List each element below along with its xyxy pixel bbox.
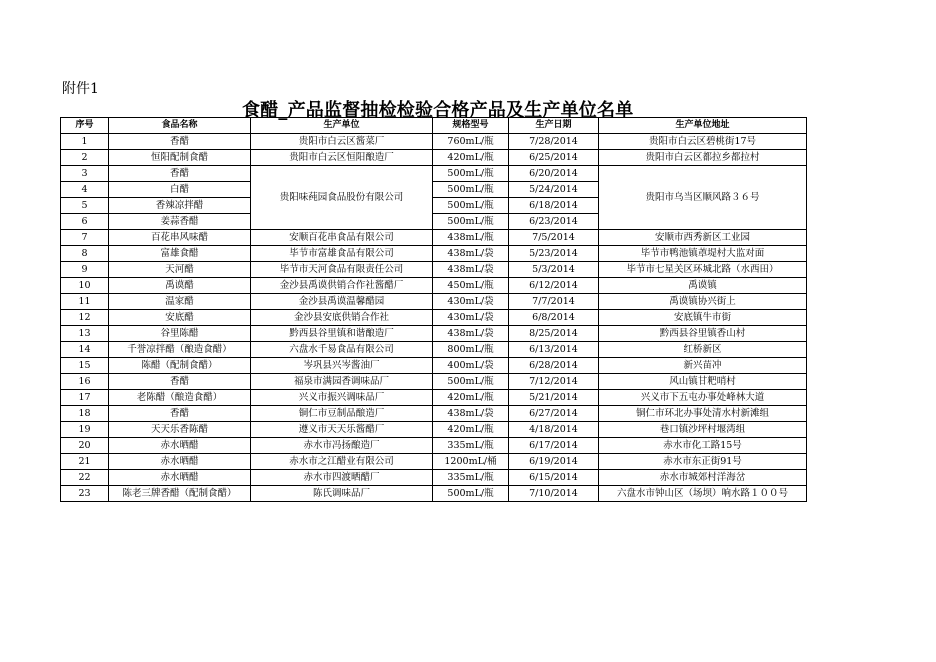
cell-index: 10: [61, 278, 109, 294]
cell-production-date: 8/25/2014: [509, 326, 599, 342]
cell-spec: 500mL/瓶: [433, 198, 509, 214]
cell-food-name: 陈老三牌香醋（配制食醋）: [109, 486, 251, 502]
attachment-label: 附件1: [62, 81, 99, 97]
cell-producer: 福泉市满园香调味品厂: [251, 374, 433, 390]
cell-food-name: 姜蒜香醋: [109, 214, 251, 230]
cell-producer: 安顺百花串食品有限公司: [251, 230, 433, 246]
cell-index: 13: [61, 326, 109, 342]
table-row: [61, 374, 807, 390]
cell-food-name: 谷里陈醋: [109, 326, 251, 342]
cell-address: 赤水市城郊村洋海岔: [599, 470, 807, 486]
cell-spec: 500mL/瓶: [433, 182, 509, 198]
cell-address: 禹谟镇: [599, 278, 807, 294]
cell-spec: 430mL/袋: [433, 310, 509, 326]
column-header-producer-address: 生产单位地址: [599, 118, 807, 134]
cell-spec: 500mL/瓶: [433, 486, 509, 502]
cell-production-date: 5/23/2014: [509, 246, 599, 262]
cell-spec: 335mL/瓶: [433, 470, 509, 486]
cell-address: 毕节市鸭池镇䓬堤村大监对面: [599, 246, 807, 262]
cell-producer: 兴义市振兴调味品厂: [251, 390, 433, 406]
cell-index: 4: [61, 182, 109, 198]
table-row: [61, 342, 807, 358]
cell-food-name: 香醋: [109, 134, 251, 150]
table-row: [61, 486, 807, 502]
cell-address: 赤水市东正街91号: [599, 454, 807, 470]
cell-food-name: 天天乐香陈醋: [109, 422, 251, 438]
cell-production-date: 4/18/2014: [509, 422, 599, 438]
cell-spec: 420mL/瓶: [433, 150, 509, 166]
cell-spec: 420mL/瓶: [433, 422, 509, 438]
cell-address: 黔西县谷里镇香山村: [599, 326, 807, 342]
cell-index: 5: [61, 198, 109, 214]
column-header-index: 序号: [61, 118, 109, 134]
cell-production-date: 5/24/2014: [509, 182, 599, 198]
cell-food-name: 安底醋: [109, 310, 251, 326]
table-row: [61, 438, 807, 454]
column-header-spec: 规格型号: [433, 118, 509, 134]
cell-food-name: 陈醋（配制食醋）: [109, 358, 251, 374]
cell-production-date: 6/23/2014: [509, 214, 599, 230]
cell-index: 3: [61, 166, 109, 182]
cell-production-date: 6/18/2014: [509, 198, 599, 214]
cell-spec: 438mL/袋: [433, 326, 509, 342]
cell-production-date: 6/12/2014: [509, 278, 599, 294]
cell-spec: 438mL/袋: [433, 406, 509, 422]
cell-producer: 铜仁市豆制品酿造厂: [251, 406, 433, 422]
cell-index: 19: [61, 422, 109, 438]
table-row: [61, 390, 807, 406]
cell-production-date: 7/10/2014: [509, 486, 599, 502]
cell-index: 6: [61, 214, 109, 230]
table-row: [61, 358, 807, 374]
cell-address: 禹谟镇协兴街上: [599, 294, 807, 310]
cell-index: 18: [61, 406, 109, 422]
cell-spec: 1200mL/桶: [433, 454, 509, 470]
cell-spec: 500mL/瓶: [433, 214, 509, 230]
cell-production-date: 6/13/2014: [509, 342, 599, 358]
cell-food-name: 天河醋: [109, 262, 251, 278]
cell-index: 12: [61, 310, 109, 326]
cell-production-date: 7/28/2014: [509, 134, 599, 150]
cell-production-date: 7/12/2014: [509, 374, 599, 390]
cell-address: 六盘水市钟山区（场坝）响水路１００号: [599, 486, 807, 502]
cell-spec: 760mL/瓶: [433, 134, 509, 150]
cell-food-name: 温家醋: [109, 294, 251, 310]
cell-index: 2: [61, 150, 109, 166]
cell-spec: 438mL/袋: [433, 262, 509, 278]
cell-producer: 金沙县禹谟温馨醋园: [251, 294, 433, 310]
cell-food-name: 老陈醋（酿造食醋）: [109, 390, 251, 406]
cell-index: 14: [61, 342, 109, 358]
table-row: [61, 166, 807, 182]
cell-producer: 赤水市四渡晒醋厂: [251, 470, 433, 486]
cell-address: 巷口镇沙坪村堰湾组: [599, 422, 807, 438]
cell-food-name: 禹谟醋: [109, 278, 251, 294]
table-body: [61, 134, 807, 502]
table-header-row: [61, 118, 807, 134]
cell-food-name: 赤水晒醋: [109, 454, 251, 470]
product-table: [60, 117, 807, 502]
cell-producer: 岑巩县兴岑酱油厂: [251, 358, 433, 374]
cell-address: 红桥新区: [599, 342, 807, 358]
cell-spec: 400mL/袋: [433, 358, 509, 374]
cell-producer: 贵阳味莼园食品股份有限公司: [251, 166, 433, 230]
cell-index: 20: [61, 438, 109, 454]
cell-spec: 500mL/瓶: [433, 166, 509, 182]
cell-producer: 赤水市之江醋业有限公司: [251, 454, 433, 470]
cell-food-name: 香醋: [109, 374, 251, 390]
cell-producer: 金沙县安底供销合作社: [251, 310, 433, 326]
cell-index: 9: [61, 262, 109, 278]
table-row: [61, 262, 807, 278]
cell-producer: 贵阳市白云区恒阳酿造厂: [251, 150, 433, 166]
table-row: [61, 422, 807, 438]
cell-producer: 毕节市富雄食品有限公司: [251, 246, 433, 262]
cell-production-date: 6/8/2014: [509, 310, 599, 326]
table-row: [61, 278, 807, 294]
cell-production-date: 6/28/2014: [509, 358, 599, 374]
cell-spec: 335mL/瓶: [433, 438, 509, 454]
cell-index: 11: [61, 294, 109, 310]
cell-production-date: 6/17/2014: [509, 438, 599, 454]
cell-producer: 贵阳市白云区酱菜厂: [251, 134, 433, 150]
cell-address: 赤水市化工路15号: [599, 438, 807, 454]
cell-production-date: 6/20/2014: [509, 166, 599, 182]
cell-food-name: 香醋: [109, 406, 251, 422]
cell-production-date: 6/19/2014: [509, 454, 599, 470]
column-header-producer: 生产单位: [251, 118, 433, 134]
table-row: [61, 310, 807, 326]
cell-production-date: 6/15/2014: [509, 470, 599, 486]
column-header-production-date: 生产日期: [509, 118, 599, 134]
cell-producer: 毕节市天河食品有限责任公司: [251, 262, 433, 278]
cell-address: 贵阳市乌当区顺风路３６号: [599, 166, 807, 230]
cell-food-name: 香醋: [109, 166, 251, 182]
cell-spec: 800mL/瓶: [433, 342, 509, 358]
cell-spec: 450mL/瓶: [433, 278, 509, 294]
cell-spec: 420mL/瓶: [433, 390, 509, 406]
cell-production-date: 6/25/2014: [509, 150, 599, 166]
cell-address: 风山镇甘粑哨村: [599, 374, 807, 390]
cell-address: 毕节市七星关区环城北路（水西田）: [599, 262, 807, 278]
table-row: [61, 470, 807, 486]
cell-food-name: 恒阳配制食醋: [109, 150, 251, 166]
cell-spec: 438mL/瓶: [433, 230, 509, 246]
table-row: [61, 454, 807, 470]
cell-food-name: 白醋: [109, 182, 251, 198]
cell-spec: 438mL/袋: [433, 246, 509, 262]
cell-producer: 遵义市天天乐酱醋厂: [251, 422, 433, 438]
table-row: [61, 134, 807, 150]
cell-producer: 赤水市冯扬酿造厂: [251, 438, 433, 454]
cell-index: 22: [61, 470, 109, 486]
cell-producer: 黔西县谷里镇和谐酿造厂: [251, 326, 433, 342]
cell-index: 15: [61, 358, 109, 374]
cell-address: 铜仁市环北办事处清水村新滩组: [599, 406, 807, 422]
cell-production-date: 6/27/2014: [509, 406, 599, 422]
cell-address: 贵阳市白云区都拉乡都拉村: [599, 150, 807, 166]
cell-producer: 陈氏调味品厂: [251, 486, 433, 502]
cell-address: 兴义市下五屯办事处峰林大道: [599, 390, 807, 406]
cell-food-name: 香辣凉拌醋: [109, 198, 251, 214]
cell-food-name: 千誉凉拌醋（酿造食醋）: [109, 342, 251, 358]
table-row: [61, 150, 807, 166]
cell-food-name: 百花串风味醋: [109, 230, 251, 246]
cell-spec: 500mL/瓶: [433, 374, 509, 390]
cell-production-date: 5/3/2014: [509, 262, 599, 278]
cell-production-date: 7/7/2014: [509, 294, 599, 310]
cell-index: 17: [61, 390, 109, 406]
cell-index: 23: [61, 486, 109, 502]
cell-producer: 六盘水千易食品有限公司: [251, 342, 433, 358]
column-header-food-name: 食品名称: [109, 118, 251, 134]
cell-spec: 430mL/袋: [433, 294, 509, 310]
table-row: [61, 294, 807, 310]
cell-index: 21: [61, 454, 109, 470]
cell-food-name: 富雄食醋: [109, 246, 251, 262]
cell-address: 新兴苗冲: [599, 358, 807, 374]
cell-index: 16: [61, 374, 109, 390]
cell-index: 8: [61, 246, 109, 262]
table-row: [61, 326, 807, 342]
cell-producer: 金沙县禹谟供销合作社酱醋厂: [251, 278, 433, 294]
document-title: 食醋_产品监督抽检检验合格产品及生产单位名单: [242, 100, 634, 121]
cell-index: 7: [61, 230, 109, 246]
table-row: [61, 230, 807, 246]
cell-address: 贵阳市白云区碧桃街17号: [599, 134, 807, 150]
table-row: [61, 246, 807, 262]
cell-index: 1: [61, 134, 109, 150]
cell-address: 安顺市西秀新区工业园: [599, 230, 807, 246]
cell-address: 安底镇牛市街: [599, 310, 807, 326]
cell-food-name: 赤水晒醋: [109, 438, 251, 454]
cell-production-date: 5/21/2014: [509, 390, 599, 406]
cell-production-date: 7/5/2014: [509, 230, 599, 246]
cell-food-name: 赤水晒醋: [109, 470, 251, 486]
table-row: [61, 406, 807, 422]
